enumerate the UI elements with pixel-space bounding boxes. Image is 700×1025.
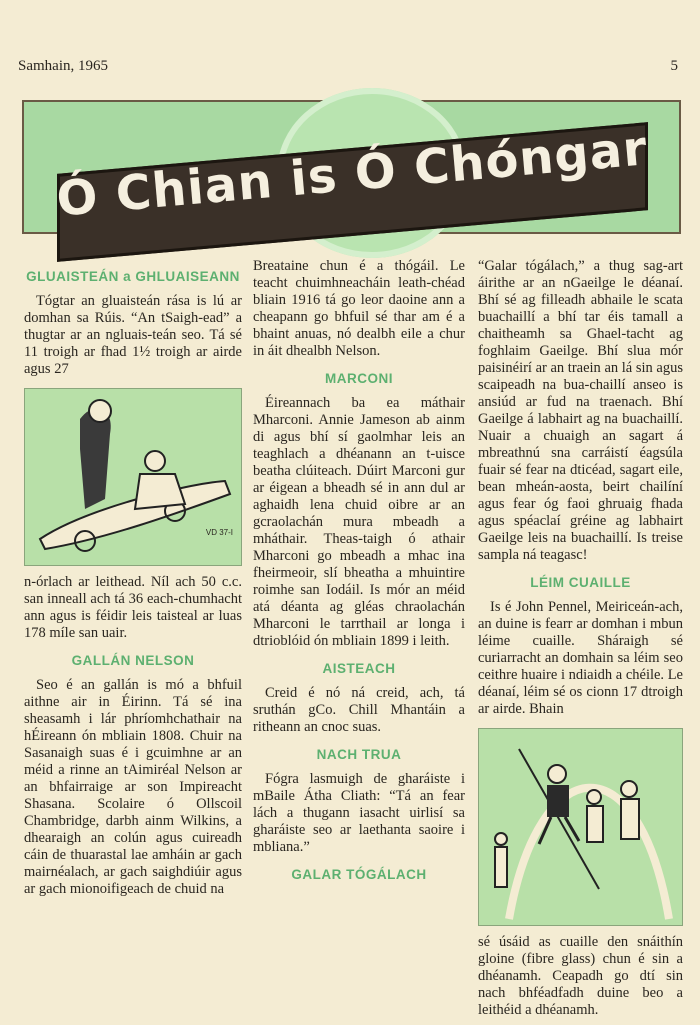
article-paragraph: Tógtar an gluaisteán rása is lú ar domhan sa Rúis. “An tSaigh-ead” a thugtar ar an ngluais-teán seo. Tá sé 11 troigh ar fhad 1½ troigh ar airde agus 27 bbox=[24, 293, 242, 377]
article-paragraph: Is é John Pennel, Meiriceán-ach, an duine is fearr ar domhan i mbun léime cuaille. Sháraigh sé curiarracht an domhain sa léim seo ceithre huaire i ndiaidh a chéile. Le déanaí, léim sé os cionn 17 dtroigh ar airde. Bhain bbox=[478, 599, 683, 717]
column-2 bbox=[253, 258, 465, 891]
illustration-signature: VD 37-I bbox=[205, 528, 233, 537]
pole-vault-drawing bbox=[479, 729, 682, 925]
issue-date: Samhain, 1965 bbox=[18, 58, 108, 74]
article-paragraph: n-órlach ar leithead. Níl ach 50 c.c. san inneall ach tá 36 each-chumhacht ann agus is féidir leis taisteal ar luas 178 míle san uair. bbox=[24, 574, 242, 641]
article-paragraph: Éireannach ba ea máthair Mharconi. Annie Jameson ab ainm di agus bhí sí gaolmhar leis an teaghlach a dhéanann an t-uisce beatha clúiteach. Dúirt Marconi gur ar éigean a bheadh sé in ann dul ar aghaidh lena chuid oibre ar an gcraolachán mura mbeadh a mháthair. Theas-taigh ó athair Mharconi go mbeadh a mhac ina fheirmeoir, slí bheatha a mhuintire roimhe san Iodáil. Is mór an méid atá déanta ag gléas chraolachán Mharconi le tarrthail ar longa i dtrioblóid ón mbliain 1899 i leith. bbox=[253, 395, 465, 649]
article-heading-gluaistean: GLUAISTEÁN a GHLUAISEANN bbox=[26, 269, 240, 284]
title-banner bbox=[22, 88, 677, 258]
banner-title: Ó Chian is Ó Chóngar bbox=[54, 120, 650, 228]
article-heading-nach-trua: NACH TRUA bbox=[316, 747, 402, 762]
article-paragraph: Fógra lasmuigh de gharáiste i mBaile Átha Cliath: “Tá an fear lách a thugann iasacht uirlisí sa gharáiste seo ar laethanta saoire i mbliana.” bbox=[253, 771, 465, 855]
pole-vault-illustration bbox=[478, 728, 683, 926]
article-heading-leim: LÉIM CUAILLE bbox=[530, 575, 631, 590]
article-paragraph: Seo é an gallán is mó a bhfuil aithne air in Éirinn. Tá sé ina sheasamh i lár phríomhchathair na hÉireann ón mbliain 1808. Chuir na Sasanaigh suas é i gcuimhne ar an méid a rinne an tAimiréal Nelson ar an bhfairraige ar son Impireacht Shasana. Scolaire ó Ollscoil Chambridge, darbh ainm Wilkins, a dhearaigh an colún agus cuireadh cáin de thuarastal lae amháin ar gach mairnéalach, ar gach saighdiúir agus ar gach mionoifigeach de chuid na bbox=[24, 677, 242, 897]
article-paragraph: Creid é nó ná creid, ach, tá sruthán gCo. Chill Mhantáin a ritheann an cnoc suas. bbox=[253, 685, 465, 735]
race-car-illustration bbox=[24, 388, 242, 566]
article-heading-gallan: GALLÁN NELSON bbox=[71, 653, 195, 668]
article-paragraph: “Galar tógálach,” a thug sag-art áirithe ar an nGaeilge le déanaí. Bhí sé ag filleadh abhaile le scata buachaillí a bhí tar éis tamall a chaitheamh sa Ghael-tacht ag foghlaim Gaeilge. Bhí slua mór paisinéirí ar an traein an lá sin agus scaipeadh na bua-chaillí anseo is ansiúd ar fud na traenach. Bhí Gaeilge á labhairt ag na buachaillí. Nuair a chuaigh an sagart á mbreathnú sna carráistí éagsúla fuair sé fear na dticéad, sagart eile, bean mheán-aosta, beirt chailíní agus fear óg faoi ghruaig fhada agus spéaclaí gréine ag labhairt Gaeilge leis na buachaillí. Is treise sampla ná teagasc! bbox=[478, 258, 683, 563]
article-paragraph: sé úsáid as cuaille den snáithín gloine (fibre glass) chun é sin a dhéanamh. Ceapadh go dtí sin nach bhféadfadh duine beo a leithéid a dhéanamh. bbox=[478, 934, 683, 1018]
article-heading-galar: GALAR TÓGÁLACH bbox=[291, 867, 427, 882]
column-3 bbox=[478, 258, 683, 1025]
article-heading-aisteach: AISTEACH bbox=[322, 661, 396, 676]
column-1 bbox=[24, 258, 242, 904]
page-number: 5 bbox=[670, 58, 678, 74]
article-heading-marconi: MARCONI bbox=[325, 371, 393, 386]
article-paragraph: Breataine chun é a thógáil. Le teacht chuimhneacháin leath-chéad bliain 1916 tá go leor daoine ann a cheapann go bhfuil sé thar am é a bhaint anuas, nó dealbh eile a chur in áit dhealbh Nelson. bbox=[253, 258, 465, 359]
